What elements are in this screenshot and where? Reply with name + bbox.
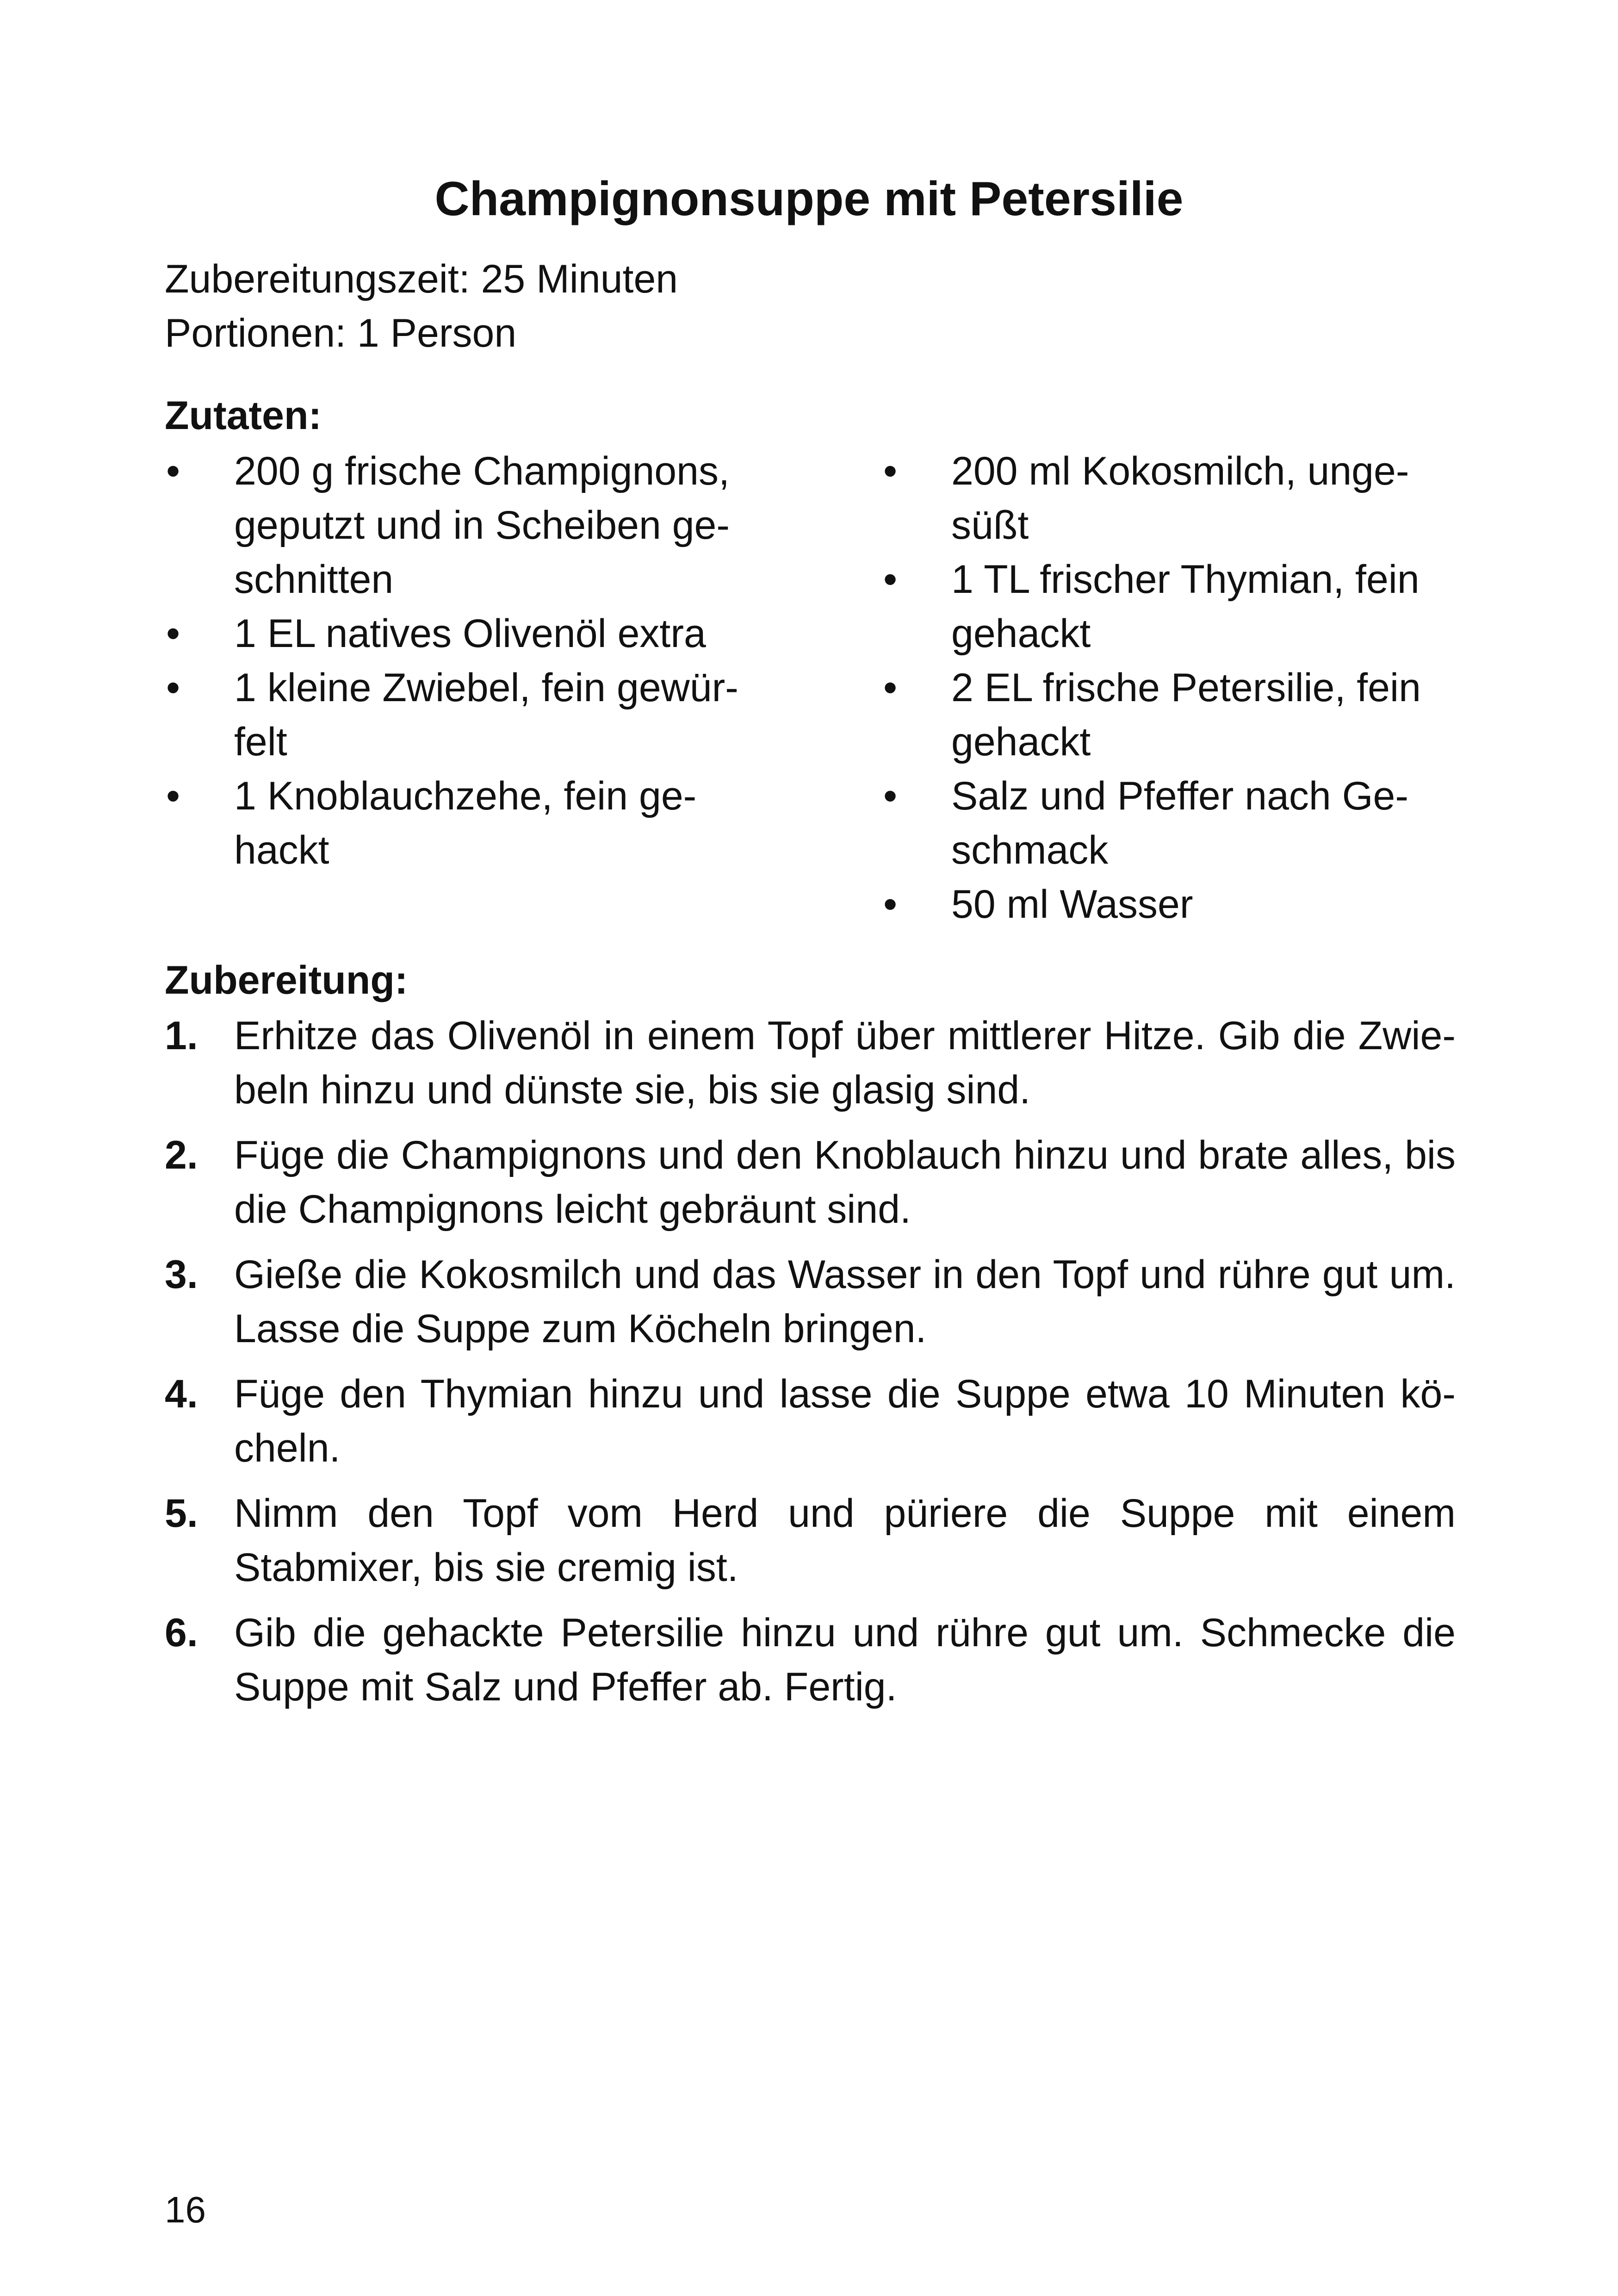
- bullet-icon: •: [166, 774, 180, 818]
- step-number: 6.: [165, 1611, 198, 1655]
- bullet-icon: •: [883, 557, 898, 602]
- ingredient-text: 1 TL frischer Thymian, fein gehackt: [951, 557, 1420, 656]
- ingredient-text: 200 g frische Champignons, geputzt und in Scheiben geschnitten: [234, 449, 730, 602]
- preparation-steps: [165, 1009, 1456, 1725]
- ingredients-heading: Zutaten:: [165, 393, 322, 438]
- bullet-icon: •: [166, 666, 180, 710]
- list-item: [882, 769, 1469, 877]
- step-item: [165, 1367, 1456, 1475]
- ingredient-text: 1 kleine Zwiebel, fein gewürfelt: [234, 666, 738, 764]
- ingredients-list-right: [882, 444, 1469, 932]
- portions: Portionen: 1 Person: [165, 311, 517, 355]
- list-item: [882, 877, 1469, 932]
- step-number: 3.: [165, 1252, 198, 1297]
- step-text: Füge die Champignons und den Knoblauch hinzu und brate alles, bis die Champignons leicht gebräunt sind.: [234, 1133, 1456, 1232]
- step-text: Gib die gehackte Petersilie hinzu und rühre gut um. Schmecke die Suppe mit Salz und Pfeffer ab. Fertig.: [234, 1611, 1456, 1709]
- bullet-icon: •: [883, 882, 898, 927]
- ingredient-text: 200 ml Kokosmilch, ungesüßt: [951, 449, 1409, 548]
- bullet-icon: •: [166, 449, 180, 493]
- bullet-icon: •: [883, 774, 898, 818]
- step-item: [165, 1248, 1456, 1356]
- ingredient-text: 1 Knoblauchzehe, fein gehackt: [234, 774, 697, 872]
- ingredient-text: 50 ml Wasser: [951, 882, 1193, 927]
- step-item: [165, 1606, 1456, 1714]
- list-item: [882, 444, 1469, 553]
- page-number: 16: [165, 2189, 206, 2230]
- recipe-meta: [165, 252, 678, 361]
- step-number: 4.: [165, 1372, 198, 1416]
- ingredient-text: 2 EL frische Petersilie, fein gehackt: [951, 666, 1421, 764]
- prep-time: Zubereitungszeit: 25 Minuten: [165, 257, 678, 301]
- bullet-icon: •: [166, 611, 180, 656]
- step-number: 5.: [165, 1491, 198, 1536]
- list-item: [165, 607, 771, 661]
- bullet-icon: •: [883, 449, 898, 493]
- step-text: Erhitze das Olivenöl in einem Topf über mittlerer Hitze. Gib die Zwiebeln hinzu und dünste sie, bis sie glasig sind.: [234, 1014, 1456, 1112]
- step-number: 1.: [165, 1014, 198, 1058]
- list-item: [882, 661, 1469, 769]
- ingredient-text: Salz und Pfeffer nach Geschmack: [951, 774, 1408, 872]
- step-item: [165, 1009, 1456, 1117]
- recipe-title: Champignonsuppe mit Petersilie: [434, 172, 1184, 226]
- ingredients-list-left: [165, 444, 771, 877]
- list-item: [165, 769, 771, 877]
- step-number: 2.: [165, 1133, 198, 1177]
- preparation-heading: Zubereitung:: [165, 958, 408, 1002]
- step-item: [165, 1487, 1456, 1595]
- ingredient-text: 1 EL natives Olivenöl extra: [234, 611, 706, 656]
- list-item: [165, 661, 771, 769]
- step-text: Füge den Thymian hinzu und lasse die Suppe etwa 10 Minuten köcheln.: [234, 1372, 1456, 1470]
- list-item: [165, 444, 771, 607]
- list-item: [882, 553, 1469, 661]
- step-item: [165, 1128, 1456, 1237]
- step-text: Gieße die Kokosmilch und das Wasser in den Topf und rühre gut um. Lasse die Suppe zum Köcheln bringen.: [234, 1252, 1456, 1351]
- step-text: Nimm den Topf vom Herd und püriere die Suppe mit einem Stabmixer, bis sie cremig ist.: [234, 1491, 1456, 1590]
- bullet-icon: •: [883, 666, 898, 710]
